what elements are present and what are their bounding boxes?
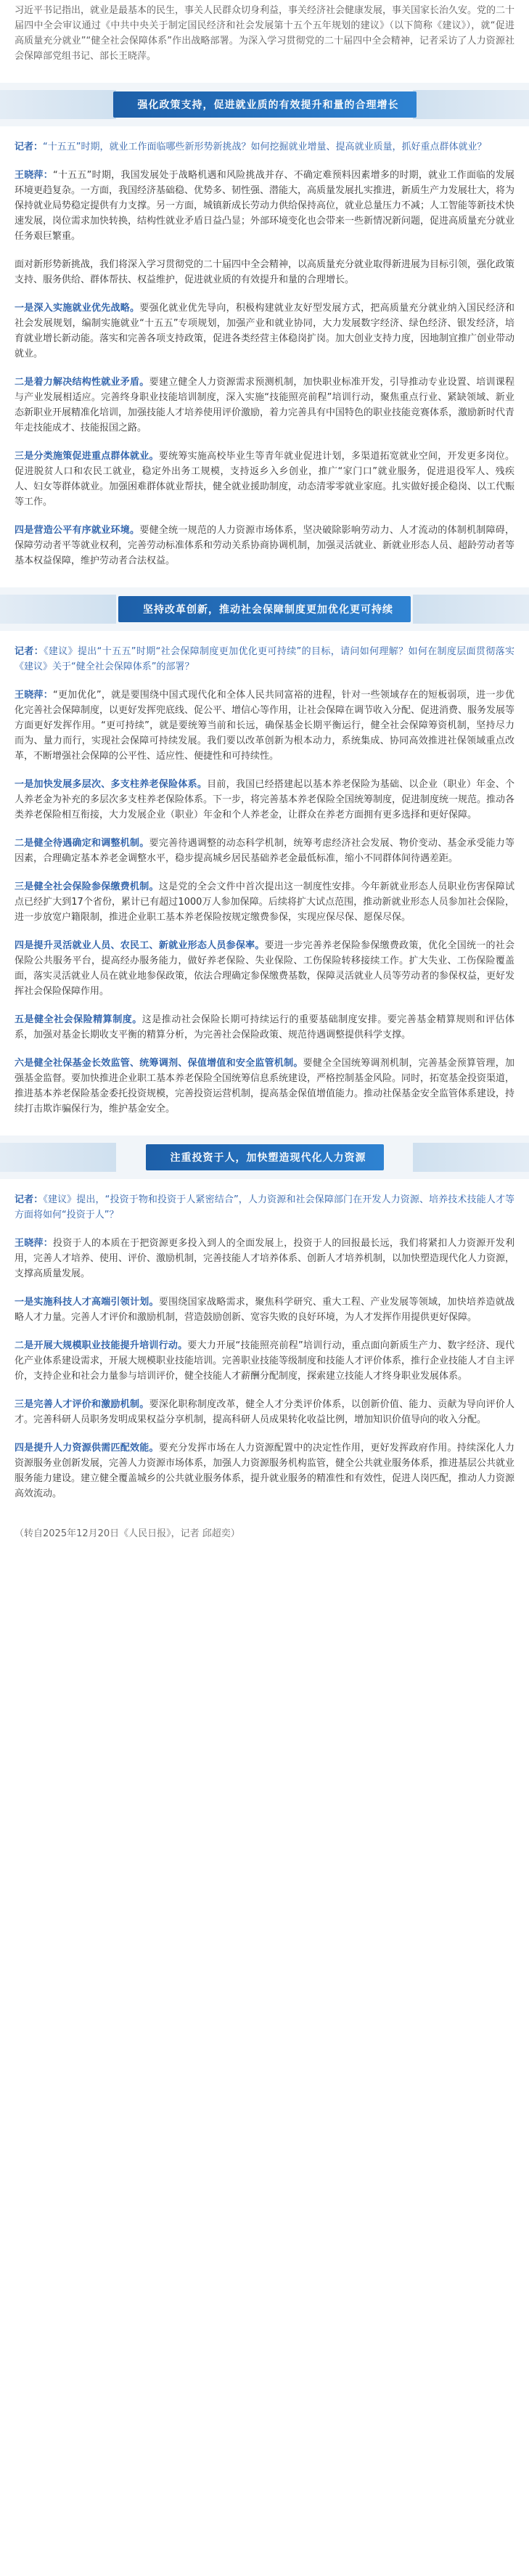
section-banner <box>0 1136 529 1179</box>
speaker-label: 王晓萍： <box>15 170 53 181</box>
body-paragraph <box>15 449 514 510</box>
body-paragraph <box>15 1012 514 1043</box>
intro <box>15 0 514 64</box>
body-paragraph <box>15 523 514 568</box>
body-paragraph <box>15 1338 514 1384</box>
body-paragraph <box>15 301 514 362</box>
point-heading: 四是营造公平有序就业环境。 <box>15 525 140 536</box>
section-banner <box>0 83 529 126</box>
body-paragraph <box>15 257 514 288</box>
point-text: 要大力开展“技能照亮前程”培训行动，重点面向新质生产力、数字经济、现代化产业体系建设需求，开展大规模职业技能培训。完善职业技能等级制度和技能人才评价体系，推行企业技能人才自主评价，支持企业和社会力量参与培训评价，健全技能人才薪酬分配制度，探索建立技能人才终身职业发展体系。 <box>15 1340 515 1382</box>
banner-inner <box>0 90 529 119</box>
point-text: 要进一步完善养老保险参保缴费政策，优化全国统一的社会保险公共服务平台，提高经办服务能力，做好养老保险、失业保险、工伤保险转移接续工作。扩大失业、工伤保险覆盖面，落实灵活就业人员在就业地参保政策，依法合理确定参保缴费基数，保障灵活就业人员等劳动者的参保权益，更好发挥社会保险保障作用。 <box>15 940 515 997</box>
point-text: 要强化就业优先导向，积极构建就业友好型发展方式，把高质量充分就业纳入国民经济和社会发展规划，编制实施就业“十五五”专项规划，加强产业和就业协同，大力发展数字经济、绿色经济、银发经济，培育就业增长新动能。落实和完善各项支持政策，促进各类经营主体稳岗扩岗。加大创业支持力度，因地制宜推广创业带动就业。 <box>15 303 515 359</box>
question-text: “十五五”时期，就业工作面临哪些新形势新挑战？如何挖掘就业增量、提高就业质量，抓好重点群体就业？ <box>43 142 487 152</box>
section-title: 坚持改革创新，推动社会保障制度更加优化更可持续 <box>118 596 411 622</box>
question-text: 《建议》提出，“投资于物和投资于人紧密结合”，人力资源和社会保障部门在开发人力资源、培养技术技能人才等方面将如何“投资于人”？ <box>15 1194 514 1220</box>
point-text: 要围绕国家战略需求，聚焦科学研究、重大工程、产业发展等领域，加快培养造就战略人才力量。完善人才评价和激励机制，营造鼓励创新、宽容失败的良好环境，为人才发挥作用提供更好保障。 <box>15 1297 514 1323</box>
question-paragraph <box>15 644 514 674</box>
banner-inner <box>0 1143 529 1172</box>
point-text: 要健全统一规范的人力资源市场体系，坚决破除影响劳动力、人才流动的体制机制障碍，保障劳动者平等就业权利，完善劳动标准体系和劳动关系协商协调机制，加强灵活就业、新就业形态人员、超龄劳动者等基本权益保障，维护劳动者合法权益。 <box>15 525 515 566</box>
body-paragraph <box>15 1056 514 1117</box>
point-heading: 四是提升灵活就业人员、农民工、新就业形态人员参保率。 <box>15 940 265 951</box>
answer-text: “十五五”时期，我国发展处于战略机遇和风险挑战并存、不确定难预料因素增多的时期，就业工作面临的发展环境更趋复杂。一方面，我国经济基础稳、优势多、韧性强、潜能大，高质量发展扎实推进，新质生产力发展壮大，将为保持就业局势稳定提供有力支撑。另一方面，城镇新成长劳动力供给保持高位，就业总量压力不减；人工智能等新技术快速发展，岗位需求加快转换，结构性就业矛盾日益凸显；外部环境变化也会带来一些新情况新问题，促进高质量充分就业任务艰巨繁重。 <box>15 170 515 242</box>
body-paragraph <box>15 836 514 866</box>
point-heading: 二是着力解决结构性就业矛盾。 <box>15 377 149 388</box>
answer-paragraph <box>15 688 514 764</box>
question-paragraph <box>15 139 514 155</box>
question-text: 《建议》提出“十五五”时期“社会保障制度更加优化更可持续”的目标，请问如何理解？如何在制度层面贯彻落实《建议》关于“健全社会保障体系”的部署？ <box>15 646 514 672</box>
point-text: 目前，我国已经搭建起以基本养老保险为基础、以企业（职业）年金、个人养老金为补充的多层次多支柱养老保险体系。下一步，将完善基本养老保险全国统筹制度，促进制度统一规范。推动各类养老保险相互衔接，大力发展企业（职业）年金和个人养老金，让群众在养老方面拥有更多选择和更好保障。 <box>15 779 515 820</box>
intro-paragraph: 习近平书记指出，就业是最基本的民生，事关人民群众切身利益，事关经济社会健康发展，事关国家长治久安。党的二十届四中全会审议通过《中共中央关于制定国民经济和社会发展第十五个五年规划的建议》（以下简称《建议》），就“促进高质量充分就业”“健全社会保障体系”作出战略部署。为深入学习贯彻党的二十届四中全会精神，记者采访了人力资源社会保障部党组书记、部长王晓萍。 <box>15 5 515 62</box>
section-banner <box>0 587 529 631</box>
question-label: 记者： <box>15 1194 44 1205</box>
answer-text: 投资于人的本质在于把资源更多投入到人的全面发展上，投资于人的回报最长远，我们将紧扣人力资源开发利用，完善人才培养、使用、评价、激励机制，完善技能人才培养体系、创新人才培养机制，以加快塑造现代化人力资源，支撑高质量发展。 <box>15 1238 515 1279</box>
article-body <box>0 83 529 1501</box>
speaker-label: 王晓萍： <box>15 690 53 701</box>
point-heading: 一是深入实施就业优先战略。 <box>15 303 140 314</box>
point-text: 要建立健全人力资源需求预测机制，加快职业标准开发，引导推动专业设置、培训课程与产业发展相适应。完善终身职业技能培训制度，深入实施“技能照亮前程”培训行动，聚焦重点行业、紧缺领域、新业态新职业开展精准化培训，加强技能人才培养使用评价激励，着力完善具有中国特色的职业技能竞赛体系，激励新时代青年走技能成才、技能报国之路。 <box>15 377 515 433</box>
point-heading: 一是加快发展多层次、多支柱养老保险体系。 <box>15 779 208 790</box>
source-note-text: （转自2025年12月20日《人民日报》，记者 邱超奕） <box>15 1528 240 1539</box>
point-heading: 四是提升人力资源供需匹配效能。 <box>15 1443 159 1454</box>
point-text: 这是党的全会文件中首次提出这一制度性安排。今年新就业形态人员职业伤害保障试点已经扩大到17个省份，累计已有超过1000万人参加保障。后续将扩大试点范围，推动新就业形态人员参加社会保险，进一步放宽户籍限制，推进企业职工基本养老保险按规定缴费参保，实现应保尽保、愿保尽保。 <box>15 881 514 923</box>
answer-paragraph <box>15 1236 514 1281</box>
question-label: 记者： <box>15 142 44 152</box>
source-note <box>15 1526 514 1541</box>
point-text: 要统筹实施高校毕业生等青年就业促进计划，多渠道拓宽就业空间，开发更多岗位。促进脱贫人口和农民工就业，稳定外出务工规模，支持返乡入乡创业，推广“家门口”就业服务，促进退役军人、残疾人、妇女等群体就业。加强困难群体就业帮扶，健全就业援助制度，动态清零零就业家庭。扎实做好援企稳岗、以工代赈等工作。 <box>15 451 515 508</box>
answer-text: “更加优化”，就是要围绕中国式现代化和全体人民共同富裕的进程，针对一些领域存在的短板弱项，进一步优化完善社会保障制度，以更好发挥兜底线、促公平、增信心等作用，让社会保障在调节收入分配、促进消费、服务发展等方面更好发挥作用。“更可持续”，就是要统筹当前和长远，确保基金长期平衡运行，健全社会保障筹资机制，坚持尽力而为、量力而行，实现社会保障可持续发展。我们要以改革创新为根本动力，系统集成、协同高效推进社保领域重点改革，不断增强社会保障的公平性、适应性、便捷性和可持续性。 <box>15 690 515 762</box>
section-title: 注重投资于人，加快塑造现代化人力资源 <box>146 1144 384 1170</box>
question-label: 记者： <box>15 646 44 657</box>
section-body <box>15 139 514 568</box>
speaker-label: 王晓萍： <box>15 1238 54 1249</box>
body-paragraph <box>15 879 514 925</box>
section-body <box>15 1192 514 1501</box>
body-paragraph <box>15 938 514 999</box>
point-heading: 六是健全社保基金长效监管、统筹调剂、保值增值和安全监管机制。 <box>15 1058 303 1069</box>
section-body <box>15 644 514 1117</box>
point-text: 要完善待遇调整的动态科学机制，统筹考虑经济社会发展、物价变动、基金承受能力等因素，合理确定基本养老金调整水平，稳步提高城乡居民基础养老金最低标准，缩小不同群体间待遇差距。 <box>15 838 514 864</box>
point-text: 要深化职称制度改革，健全人才分类评价体系，以创新价值、能力、贡献为导向评价人才。完善科研人员职务发明成果权益分享机制，提高科研人员成果转化收益比例，增加知识价值导向的收入分配。 <box>15 1399 514 1425</box>
body-paragraph <box>15 375 514 436</box>
section-title: 强化政策支持，促进就业质的有效提升和量的合理增长 <box>113 91 417 118</box>
point-heading: 三是完善人才评价和激励机制。 <box>15 1399 149 1410</box>
point-heading: 一是实施科技人才高端引领计划。 <box>15 1297 159 1308</box>
answer-paragraph <box>15 168 514 244</box>
point-heading: 三是分类施策促进重点群体就业。 <box>15 451 159 462</box>
point-text: 要充分发挥市场在人力资源配置中的决定性作用，更好发挥政府作用。持续深化人力资源服务业创新发展，完善人力资源市场体系，加强人力资源服务机构监管，健全公共就业服务体系，推进基层公共就业服务能力建设。建立健全覆盖城乡的公共就业服务体系，提升就业服务的精准性和有效性，促进人岗匹配，推动人力资源高效流动。 <box>15 1443 515 1499</box>
body-paragraph <box>15 777 514 823</box>
question-paragraph <box>15 1192 514 1223</box>
paragraph-text: 面对新形势新挑战，我们将深入学习贯彻党的二十届四中全会精神，以高质量充分就业取得新进展为目标引领，强化政策支持、服务供给、群体帮扶、权益维护，促进就业质的有效提升和量的合理增长。 <box>15 259 515 285</box>
banner-inner <box>0 595 529 624</box>
body-paragraph <box>15 1397 514 1427</box>
point-text: 要健全全国统筹调剂机制，完善基金预算管理，加强基金监督。要加快推进企业职工基本养老保险全国统筹信息系统建设，严格控制基金风险。同时，拓宽基金投资渠道，推进基本养老保险基金委托投资规模，完善投资运营机制，提高基金保值增值能力。推动社保基金安全监管体系建设，持续打击欺诈骗保行为，维护基金安全。 <box>15 1058 515 1114</box>
body-paragraph <box>15 1440 514 1501</box>
point-heading: 五是健全社会保险精算制度。 <box>15 1014 142 1025</box>
point-heading: 三是健全社会保险参保缴费机制。 <box>15 881 159 892</box>
point-text: 这是推动社会保险长期可持续运行的重要基础制度安排。要完善基金精算规则和评估体系，加强对基金长期收支平衡的精算分析，为完善社会保险政策、规范待遇调整提供科学支撑。 <box>15 1014 514 1040</box>
body-paragraph <box>15 1295 514 1325</box>
point-heading: 二是开展大规模职业技能提升培训行动。 <box>15 1340 188 1351</box>
point-heading: 二是健全待遇确定和调整机制。 <box>15 838 149 849</box>
